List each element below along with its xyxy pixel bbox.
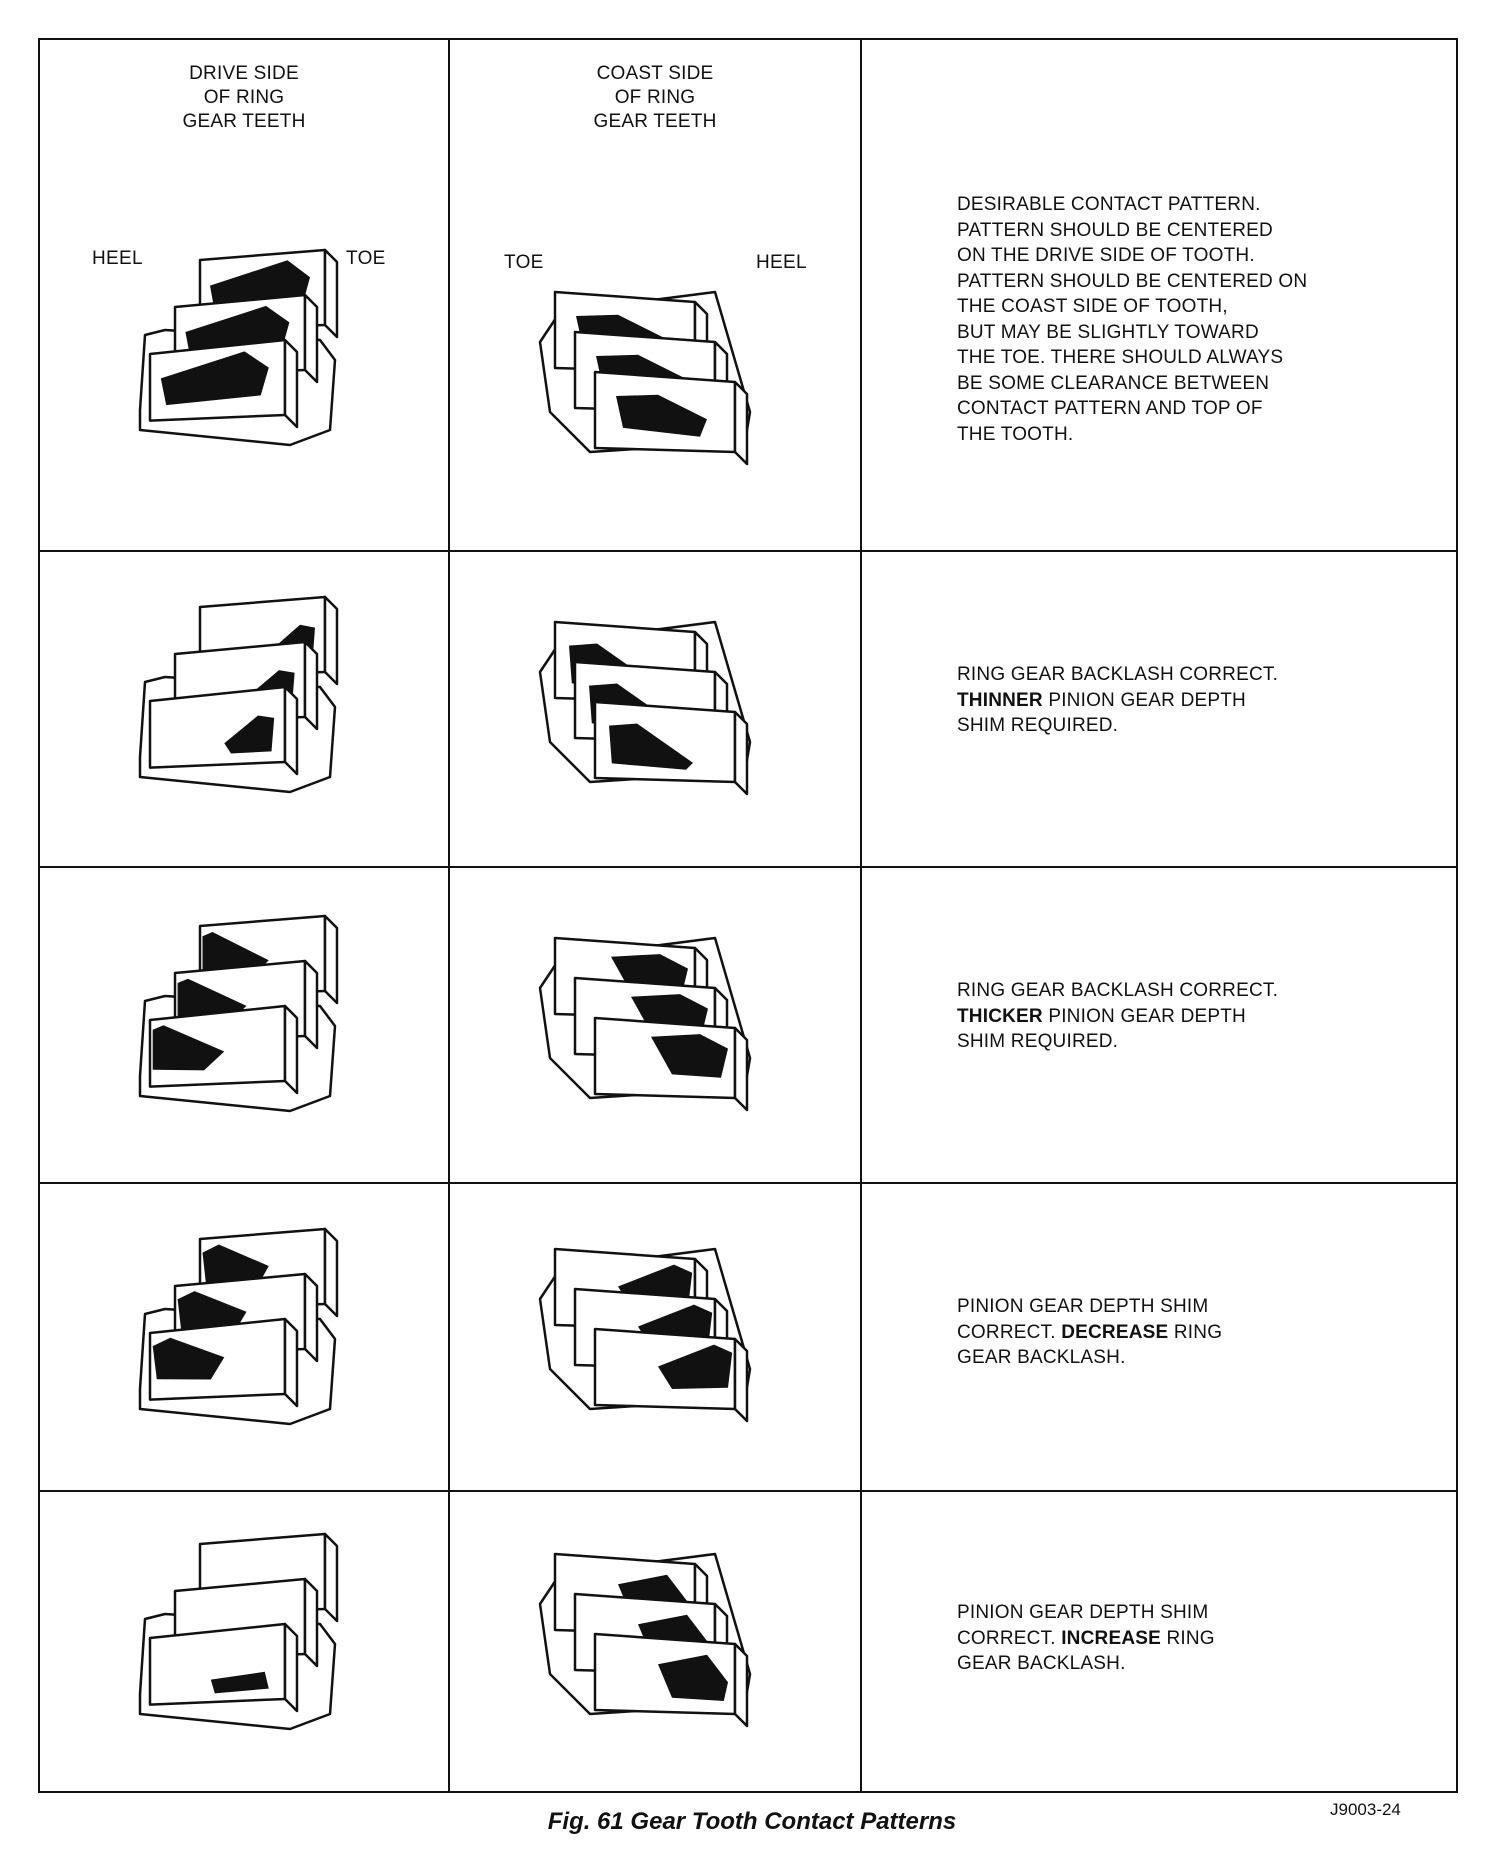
gear-tooth-side — [735, 1339, 747, 1421]
pattern-description: PINION GEAR DEPTH SHIM CORRECT. DECREASE RING GEAR BACKLASH. — [957, 1296, 1223, 1368]
toe-label: TOE — [504, 252, 544, 273]
drive-side-cell — [40, 1492, 450, 1791]
gear-tooth-side — [305, 295, 317, 382]
gear-tooth-side — [325, 1534, 337, 1621]
coast-side-gear-teeth-drawing — [530, 602, 830, 842]
coast-side-cell — [450, 552, 862, 866]
emphasis-decrease: DECREASE — [1061, 1321, 1169, 1343]
coast-side-cell — [450, 1184, 862, 1490]
coast-side-gear-teeth-drawing — [530, 918, 830, 1158]
description-cell — [862, 552, 1456, 866]
contact-pattern-table — [38, 38, 1458, 1793]
gear-tooth-side — [305, 1274, 317, 1361]
drive-side-cell — [40, 40, 450, 550]
gear-tooth-side — [305, 642, 317, 729]
table-row — [40, 868, 1456, 1184]
heel-label: HEEL — [92, 248, 143, 269]
coast-side-header: COAST SIDE OF RING GEAR TEETH — [593, 63, 717, 132]
gear-tooth-side — [735, 382, 747, 464]
drive-side-gear-teeth-drawing — [120, 240, 420, 480]
coast-side-gear-teeth-drawing — [530, 1229, 830, 1469]
coast-side-cell — [450, 1492, 862, 1791]
heel-label: HEEL — [756, 252, 807, 273]
emphasis-increase: INCREASE — [1061, 1627, 1161, 1649]
gear-tooth-side — [735, 1028, 747, 1110]
description-cell — [862, 1492, 1456, 1791]
toe-label: TOE — [346, 248, 386, 269]
description-cell — [862, 1184, 1456, 1490]
pattern-description: RING GEAR BACKLASH CORRECT. THINNER PINION GEAR DEPTH SHIM REQUIRED. — [957, 664, 1279, 736]
gear-tooth-side — [285, 687, 297, 774]
pattern-description: DESIRABLE CONTACT PATTERN. PATTERN SHOULD BE CENTERED ON THE DRIVE SIDE OF TOOTH. PATTERN SHOULD BE CENTERED ON THE COAST SIDE OF TOOTH, BUT MAY BE SLIGHTLY TOWARD THE TOE. THERE SHOULD ALWAYS BE SOME CLEARANCE BETWEEN CONTACT PATTERN AND TOP OF THE TOOTH. — [957, 194, 1308, 445]
gear-tooth-side — [325, 916, 337, 1003]
gear-tooth-side — [305, 1579, 317, 1666]
drive-side-cell — [40, 868, 450, 1182]
pattern-description: RING GEAR BACKLASH CORRECT. THICKER PINION GEAR DEPTH SHIM REQUIRED. — [957, 980, 1279, 1052]
coast-side-cell — [450, 40, 862, 550]
gear-tooth-side — [285, 1624, 297, 1711]
coast-side-cell — [450, 868, 862, 1182]
table-row — [40, 552, 1456, 868]
table-row — [40, 40, 1456, 552]
gear-tooth-side — [285, 1319, 297, 1406]
table-row — [40, 1184, 1456, 1492]
drive-side-gear-teeth-drawing — [120, 587, 420, 827]
reference-code: J9003-24 — [1330, 1800, 1401, 1819]
drive-side-gear-teeth-drawing — [120, 1219, 420, 1459]
coast-side-gear-teeth-drawing — [530, 1534, 830, 1774]
drive-side-cell — [40, 552, 450, 866]
gear-tooth-side — [285, 1006, 297, 1093]
gear-tooth-side — [305, 961, 317, 1048]
coast-side-gear-teeth-drawing — [530, 272, 830, 512]
gear-tooth-side — [325, 1229, 337, 1316]
table-row — [40, 1492, 1456, 1791]
gear-tooth-side — [735, 1644, 747, 1726]
gear-tooth-side — [735, 712, 747, 794]
pattern-description: PINION GEAR DEPTH SHIM CORRECT. INCREASE RING GEAR BACKLASH. — [957, 1602, 1215, 1674]
gear-tooth-side — [325, 250, 337, 337]
drive-side-cell — [40, 1184, 450, 1490]
drive-side-gear-teeth-drawing — [120, 906, 420, 1146]
emphasis-thinner: THINNER — [957, 689, 1043, 711]
gear-tooth-side — [285, 340, 297, 427]
drive-side-gear-teeth-drawing — [120, 1524, 420, 1764]
description-cell — [862, 868, 1456, 1182]
gear-tooth-side — [325, 597, 337, 684]
emphasis-thicker: THICKER — [957, 1005, 1043, 1027]
description-cell — [862, 40, 1456, 550]
drive-side-header: DRIVE SIDE OF RING GEAR TEETH — [182, 63, 306, 132]
figure-caption: Fig. 61 Gear Tooth Contact Patterns — [547, 1808, 957, 1835]
